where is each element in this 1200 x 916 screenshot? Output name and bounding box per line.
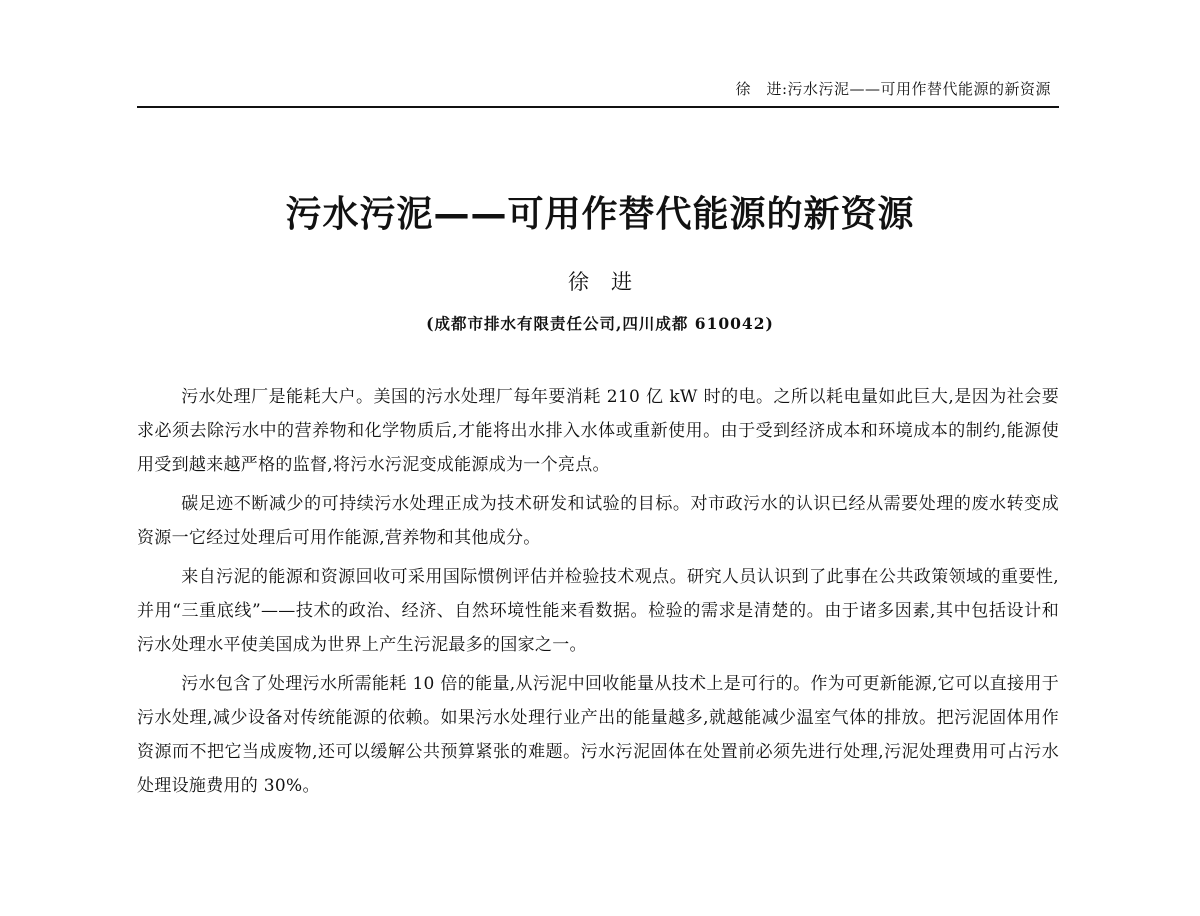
running-header	[137, 68, 1059, 108]
body-paragraph-1: 污水处理厂是能耗大户。美国的污水处理厂每年要消耗 210 亿 kW 时的电。之所以耗电量如此巨大,是因为社会要求必须去除污水中的营养物和化学物质后,才能将出水排入水体或重新使用。由于受到经济成本和环境成本的制约,能源使用受到越来越严格的监督,将污水污泥变成能源成为一个亮点。	[137, 387, 1059, 475]
running-header-title: 徐 进:污水污泥——可用作替代能源的新资源	[735, 80, 1051, 98]
body-paragraph-2: 碳足迹不断减少的可持续污水处理正成为技术研发和试验的目标。对市政污水的认识已经从需要处理的废水转变成资源一它经过处理后可用作能源,营养物和其他成分。	[137, 494, 1059, 548]
article-body	[137, 380, 1059, 808]
body-paragraph-3: 来自污泥的能源和资源回收可采用国际惯例评估并检验技术观点。研究人员认识到了此事在公共政策领域的重要性,并用“三重底线”——技术的政治、经济、自然环境性能来看数据。检验的需求是清楚的。由于诸多因素,其中包括设计和污水处理水平使美国成为世界上产生污泥最多的国家之一。	[137, 567, 1059, 655]
body-paragraph-4: 污水包含了处理污水所需能耗 10 倍的能量,从污泥中回收能量从技术上是可行的。作为可更新能源,它可以直接用于污水处理,减少设备对传统能源的依赖。如果污水处理行业产出的能量越多,就越能减少温室气体的排放。把污泥固体用作资源而不把它当成废物,还可以缓解公共预算紧张的难题。污水污泥固体在处置前必须先进行处理,污泥处理费用可占污水处理设施费用的 30%。	[137, 674, 1059, 796]
article-title: 污水污泥——可用作替代能源的新资源	[285, 194, 915, 235]
article-author: 徐进	[568, 270, 654, 294]
article-affiliation: (成都市排水有限责任公司,四川成都 610042)	[426, 314, 774, 333]
